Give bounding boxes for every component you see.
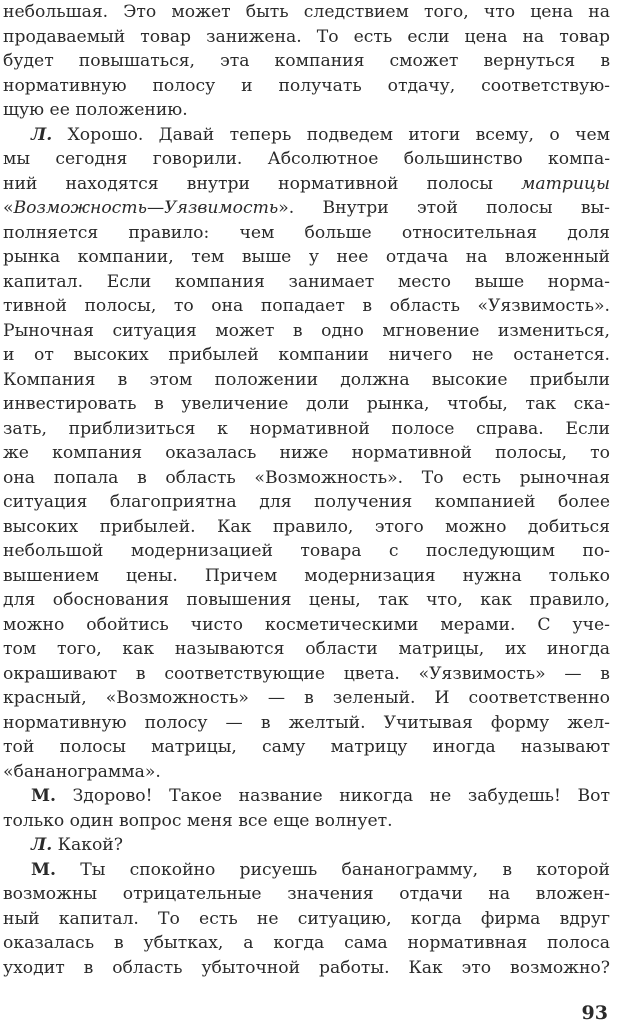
text-line: ный капитал. То есть не ситуацию, когда фирма вдруг (3, 908, 610, 929)
text-line: возможны отрицательные значения отдачи на вложен- (3, 884, 610, 904)
text-line: нормативную полосу и получать отдачу, соответствую- (3, 75, 610, 96)
text-fragment: « (3, 198, 14, 218)
page-number: 93 (581, 1002, 608, 1024)
dialogue-line (3, 833, 610, 858)
text-line: продаваемый товар занижена. То есть если цена на товар (3, 26, 610, 47)
text-line: щую ее положению. (3, 100, 188, 120)
text-line: инвестировать в увеличение доли рынка, чтобы, так ска- (3, 394, 610, 414)
text-line: вышением цены. Причем модернизация нужна только (3, 565, 610, 586)
text-line: высоких прибылей. Как правило, этого можно добиться (3, 516, 610, 537)
text-line: уходит в область убыточной работы. Как это возможно? (3, 957, 610, 978)
speaker-label: Л. (31, 835, 53, 855)
text-line: небольшая. Это может быть следствием того, что цена на (3, 2, 610, 22)
text-line: будет повышаться, эта компания сможет вернуться в (3, 51, 610, 71)
text-line: нормативную полосу — в желтый. Учитывая форму жел- (3, 712, 610, 733)
text-line: зать, приблизиться к нормативной полосе справа. Если (3, 418, 610, 439)
italic-term: матрицы (521, 173, 610, 194)
speaker-label: М. (31, 859, 57, 880)
text-line: капитал. Если компания занимает место выше норма- (3, 271, 610, 292)
text-fragment: Здорово! Такое название никогда не забудешь! Вот (56, 786, 610, 806)
text-line (3, 172, 610, 197)
text-line: можно обойтись чисто косметическими мерами. С уче- (3, 614, 610, 635)
text-line: «бананограмма». (3, 761, 161, 782)
text-line: мы сегодня говорили. Абсолютное большинство компа- (3, 149, 610, 169)
text-line: для обоснования повышения цены, так что, как правило, (3, 590, 610, 610)
dialogue-line (3, 858, 610, 883)
dialogue-line (3, 784, 610, 809)
text-line: тивной полосы, то она попадает в область «Уязвимость». (3, 296, 610, 316)
text-line: окрашивают в соответствующие цвета. «Уязвимость» — в (3, 663, 610, 684)
text-fragment: ». Внутри этой полосы вы- (278, 198, 610, 218)
text-line: и от высоких прибылей компании ничего не останется. (3, 345, 610, 365)
text-line: ситуация благоприятна для получения компанией более (3, 492, 610, 512)
text-fragment: ний находятся внутри нормативной полосы (3, 173, 522, 194)
text-line: Компания в этом положении должна высокие прибыли (3, 369, 610, 390)
text-line: небольшой модернизацией товара с последующим по- (3, 541, 610, 561)
text-line: той полосы матрицы, саму матрицу иногда называют (3, 737, 610, 757)
text-line: полняется правило: чем больше относительная доля (3, 222, 610, 243)
dialogue-line (3, 123, 610, 148)
text-fragment: Какой? (52, 835, 123, 855)
text-line: рынка компании, тем выше у нее отдача на вложенный (3, 247, 610, 267)
text-line (3, 196, 610, 221)
text-fragment: Хорошо. Давай теперь подведем итоги всему, о чем (52, 124, 610, 145)
text-line: оказалась в убытках, а когда сама нормативная полоса (3, 933, 610, 953)
text-line: только один вопрос меня все еще волнует. (3, 810, 393, 831)
text-line: том того, как называются области матрицы, их иногда (3, 639, 610, 659)
italic-term: Возможность—Уязвимость (13, 198, 279, 218)
text-line: же компания оказалась ниже нормативной полосы, то (3, 443, 610, 463)
text-line: Рыночная ситуация может в одно мгновение измениться, (3, 320, 610, 341)
book-page-text (3, 0, 610, 980)
text-line: она попала в область «Возможность». То есть рыночная (3, 467, 610, 488)
speaker-label: М. (31, 786, 57, 806)
text-fragment: Ты спокойно рисуешь бананограмму, в которой (56, 859, 610, 880)
speaker-label: Л. (31, 124, 53, 145)
text-line: красный, «Возможность» — в зеленый. И соответственно (3, 688, 610, 708)
